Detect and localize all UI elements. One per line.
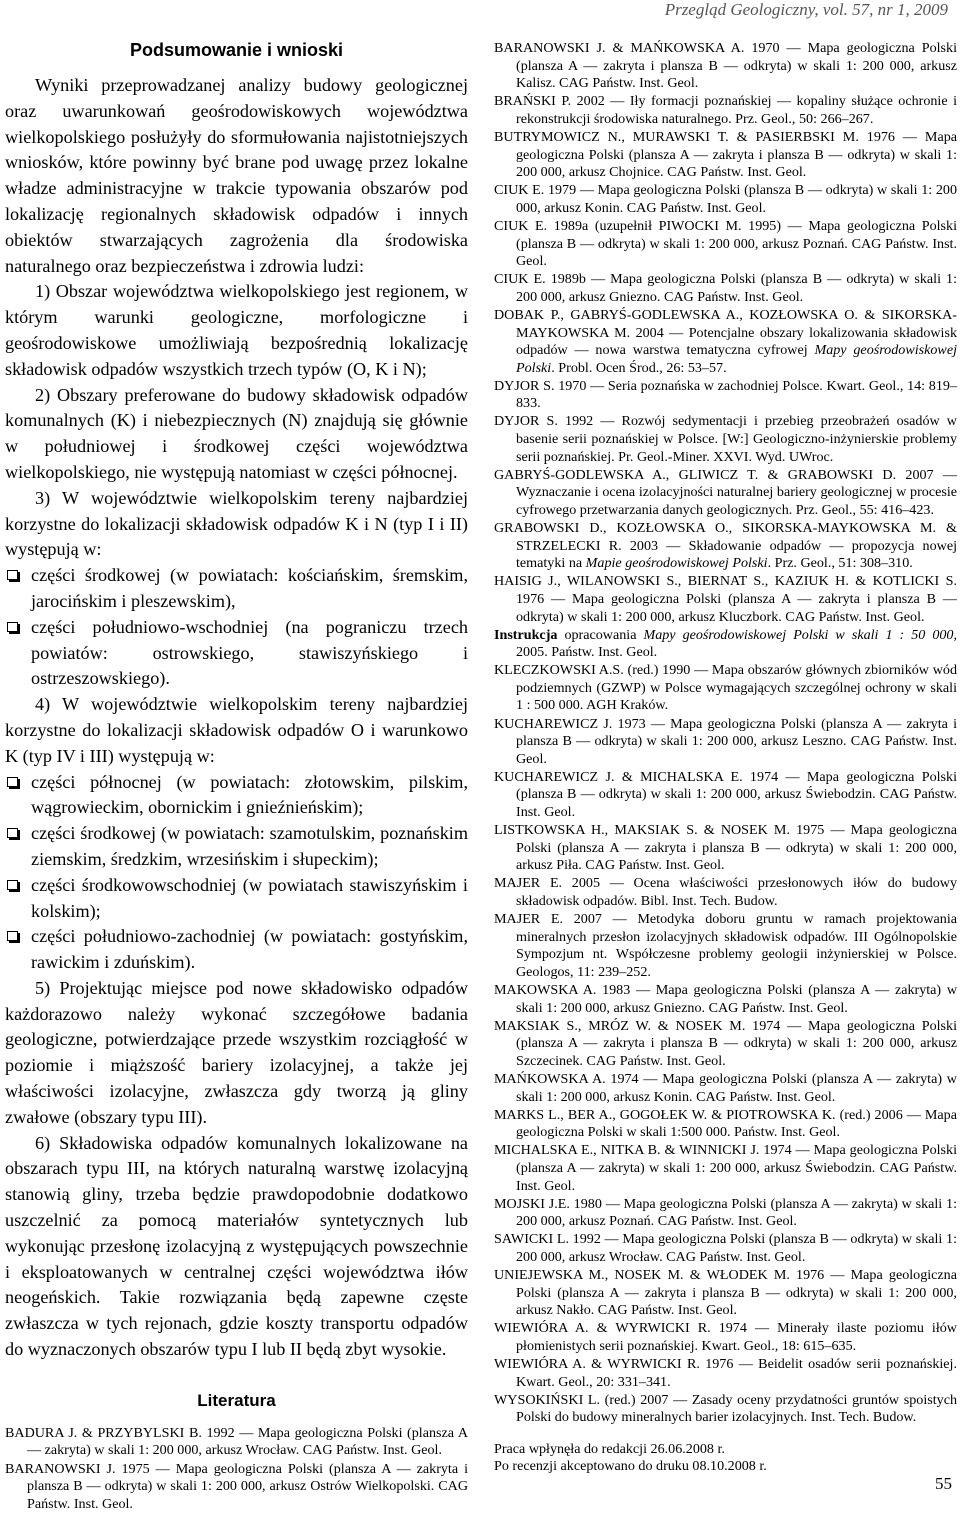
reference-text: KUCHAREWICZ J. & MICHALSKA E. 1974 — Mapa geologiczna Polski (plansza B — odkryta) w skali 1: 200 000, arkusz Świebodzin. CAG Państw. Inst. Geol.: [494, 768, 957, 821]
reference-text: MAKSIAK S., MRÓZ W. & NOSEK M. 1974 — Mapa geologiczna Polski (plansza A — zakryta i plansza B — odkryta) w skali 1: 200 000, arkusz Szczecinek. CAG Państw. Inst. Geol.: [494, 1017, 957, 1069]
reference-item: [494, 769, 957, 822]
list-item-text: części północnej (w powiatach: złotowskim, pilskim, wągrowieckim, obornickim i gnieźnieńskim);: [31, 771, 468, 818]
reference-text: CIUK E. 1979 — Mapa geologiczna Polski (plansza B — odkryta) w skali 1: 200 000, arkusz Konin. CAG Państw. Inst. Geol.: [494, 182, 957, 216]
reference-item: [494, 520, 957, 573]
reference-item: [494, 875, 957, 910]
reference-item: [494, 1231, 957, 1266]
accepted-date: Po recenzji akceptowano do druku 08.10.2008 r.: [494, 1458, 767, 1475]
received-date: Praca wpłynęła do redakcji 26.06.2008 r.: [494, 1440, 725, 1457]
reference-text: WIEWIÓRA A. & WYRWICKI R. 1974 — Minerały ilaste poziomu iłów płomienistych serii poznańskiej. Kwart. Geol., 18: 615–635.: [494, 1320, 957, 1354]
list-item: [5, 924, 468, 976]
reference-text: BRAŃSKI P. 2002 — Iły formacji poznańskiej — kopaliny służące ochronie i rekonstrukcji środowiska naturalnego. Prz. Geol., 50: 266–267.: [494, 93, 957, 127]
reference-item: [494, 662, 957, 715]
list-item-text: części południowo-wschodniej (na pograniczu trzech powiatów: ostrowskiego, stawiszyńskiego i ostrzeszowskiego).: [31, 616, 468, 689]
reference-text: BUTRYMOWICZ N., MURAWSKI T. & PASIERBSKI M. 1976 — Mapa geologiczna Polski (plansza A — zakryta i plansza B — odkryta) w skali 1: 200 000, arkusz Chojnice. CAG Państw. Inst. Geol.: [494, 128, 957, 181]
reference-text: MOJSKI J.E. 1980 — Mapa geologiczna Polski (plansza A — zakryta) w skali 1: 200 000, arkusz Poznań. CAG Państw. Inst. Geol.: [494, 1195, 957, 1230]
reference-text: HAISIG J., WILANOWSKI S., BIERNAT S., KAZIUK H. & KOTLICKI S. 1976 — Mapa geologiczna Polski (plansza A — zakryta i plansza B — odkryta) w skali 1: 200 000, arkusz Kluczbork. CAG Państw. Inst. Geol.: [494, 573, 957, 625]
reference-italic-title: Mapy geośrodowiskowej Polski w skali 1 : 50 000: [643, 626, 954, 643]
reference-text: WYSOKIŃSKI L. (red.) 2007 — Zasady oceny przydatności gruntów spoistych Polski do budowy mineralnych barier izolacyjnych. Inst. Tech. Budow.: [494, 1391, 957, 1426]
reference-item: [494, 218, 957, 271]
checkbox-bullet-icon: [7, 570, 18, 580]
checkbox-bullet-icon: [7, 828, 18, 838]
page-number: 55: [935, 1474, 952, 1493]
list-item: [5, 563, 468, 615]
reference-item: [494, 982, 957, 1017]
list-item-text: części środkowej (w powiatach: kościańskim, śremskim, jarocińskim i pleszewskim),: [31, 565, 468, 611]
reference-item: [494, 911, 957, 981]
reference-item: [494, 271, 957, 306]
reference-item: [494, 1107, 957, 1142]
reference-item: [494, 573, 957, 626]
reference-text: . Prz. Geol., 51: 308–310.: [767, 555, 913, 572]
reference-text: MICHALSKA E., NITKA B. & WINNICKI J. 1974 — Mapa geologiczna Polski (plansza A — zakryta) w skali 1: 200 000, arkusz Świebodzin. CAG Państw. Inst. Geol.: [494, 1142, 957, 1194]
reference-item: [494, 1196, 957, 1231]
reference-text: MAŃKOWSKA A. 1974 — Mapa geologiczna Polski (plansza A — zakryta) w skali 1: 200 000, arkusz Konin. CAG Państw. Inst. Geol.: [494, 1070, 957, 1105]
running-head: Przegląd Geologiczny, vol. 57, nr 1, 2009: [664, 0, 948, 19]
conclusion-1: 1) Obszar województwa wielkopolskiego jest regionem, w którym warunki geologiczne, morfologiczne i geośrodowiskowe umożliwiają bezpośrednią lokalizację składowisk odpadów wszystkich trzech typów (O, K i N);: [5, 281, 468, 379]
list-item: [5, 770, 468, 822]
reference-text: opracowania: [557, 626, 644, 643]
reference-item: [494, 1071, 957, 1106]
list-item: [5, 615, 468, 692]
reference-text: WIEWIÓRA A. & WYRWICKI R. 1976 — Beidelit osadów serii poznańskiej. Kwart. Geol., 20: 331–341.: [494, 1355, 957, 1390]
receipt-note: [494, 1441, 957, 1476]
reference-item: [494, 1392, 957, 1427]
reference-text: CIUK E. 1989b — Mapa geologiczna Polski (plansza B — odkryta) w skali 1: 200 000, arkusz Gniezno. CAG Państw. Inst. Geol.: [494, 271, 957, 305]
checkbox-bullet-icon: [7, 931, 18, 941]
right-column: [494, 40, 957, 1476]
reference-text: MARKS L., BER A., GOGOŁEK W. & PIOTROWSKA K. (red.) 2006 — Mapa geologiczna Polski w skali 1:500 000. Państw. Inst. Geol.: [494, 1106, 957, 1141]
reference-item: [494, 1018, 957, 1071]
reference-item: [494, 627, 957, 662]
reference-item: [494, 182, 957, 217]
list-item-text: części środkowowschodniej (w powiatach stawiszyńskim i kolskim);: [31, 874, 468, 921]
checkbox-bullet-icon: [7, 880, 18, 890]
reference-text: LISTKOWSKA H., MAKSIAK S. & NOSEK M. 1975 — Mapa geologiczna Polski (plansza A — zakryta i plansza B — odkryta) w skali 1: 200 000, arkusz Piła. CAG Państw. Inst. Geol.: [494, 822, 957, 874]
summary-title: Podsumowanie i wnioski: [129, 40, 344, 60]
reference-italic-title: Mapy geośrodowiskowej Polski: [516, 342, 957, 376]
conclusion-4: 4) W województwie wielkopolskim tereny najbardziej korzystne do lokalizacji składowisk odpadów O i warunkowo K (typ IV i III) występują w:: [5, 694, 468, 766]
reference-text: MAKOWSKA A. 1983 — Mapa geologiczna Polski (plansza A — zakryta) w skali 1: 200 000, arkusz Gniezno. CAG Państw. Inst. Geol.: [494, 981, 957, 1016]
left-column: [5, 40, 468, 1514]
literature-title: Literatura: [197, 1390, 276, 1410]
reference-text: BARANOWSKI J. & MAŃKOWSKA A. 1970 — Mapa geologiczna Polski (plansza A — zakryta i plansza B — odkryta) w skali 1: 200 000, arkusz Kalisz. CAG Państw. Inst. Geol.: [494, 40, 957, 92]
list-item: [5, 821, 468, 873]
conclusion-6: 6) Składowiska odpadów komunalnych lokalizowane na obszarach typu III, na których naturalną warstwę izolacyjną stanowią gliny, trzeba będzie prawdopodobnie dodatkowo uszczelnić za pomocą materiałów syntetycznych lub wykonując przesłonę izolacyjną z występujących powszechnie i eksploatowanych w centralnej części województwa iłów neogeńskich. Takie rozwiązania będą zapewne częste zwłaszcza w tych rejonach, gdzie koszty transportu odpadów do wyznaczonych obszarów typu I lub II będą zbyt wysokie.: [5, 1132, 468, 1360]
conclusion-2: 2) Obszary preferowane do budowy składowisk odpadów komunalnych (K) i niebezpiecznych (N) znajdują się głównie w południowej i środkowej części województwa wielkopolskiego, nie występują natomiast w części północnej.: [5, 384, 468, 482]
list-item: [5, 873, 468, 925]
reference-text: GABRYŚ-GODLEWSKA A., GLIWICZ T. & GRABOWSKI D. 2007 — Wyznaczanie i ocena izolacyjności naturalnej bariery geologicznej w procesie cyfrowego przetwarzania danych geologicznych. Prz. Geol., 55: 416–423.: [494, 466, 957, 518]
reference-item: [494, 413, 957, 466]
reference-text: CIUK E. 1989a (uzupełnił PIWOCKI M. 1995) — Mapa geologiczna Polski (plansza B — odkryta) w skali 1: 200 000, arkusz Poznań. CAG Państw. Inst. Geol.: [494, 217, 957, 270]
reference-item: [494, 1356, 957, 1391]
reference-text: DOBAK P., GABRYŚ-GODLEWSKA A., KOZŁOWSKA O. & SIKORSKA-MAYKOWSKA M. 2004 — Potencjalne obszary lokalizowania składowisk odpadów — nowa warstwa tematyczna cyfrowej: [494, 306, 957, 359]
reference-text: GRABOWSKI D., KOZŁOWSKA O., SIKORSKA-MAYKOWSKA M. & STRZELECKI R. 2003 — Składowanie odpadów — propozycja nowej tematyki na: [494, 520, 957, 572]
reference-text: SAWICKI L. 1992 — Mapa geologiczna Polski (plansza B — odkryta) w skali 1: 200 000, arkusz Wrocław. CAG Państw. Inst. Geol.: [494, 1231, 957, 1265]
reference-list-right: [494, 40, 957, 1427]
reference-item: [494, 467, 957, 520]
reference-item: BADURA J. & PRZYBYLSKI B. 1992 — Mapa geologiczna Polski (plansza A — zakryta) w skali 1: 200 000, arkusz Wrocław. CAG Państw. Inst. Geol.: [5, 1424, 468, 1459]
reference-text: DYJOR S. 1992 — Rozwój sedymentacji i przebieg przeobrażeń osadów w basenie serii poznańskiej w Polsce. [W:] Geologiczno-inżynierskie problemy serii poznańskiej. Pr. Geol.-Miner. XXVI. Wyd. UWroc.: [494, 413, 957, 465]
conclusion-5: 5) Projektując miejsce pod nowe składowisko odpadów każdorazowo należy wykonać szczegółowe badania geologiczne, potwierdzające przede wszystkim rozciągłość w poziomie i miąższość bariery izolacyjnej, a także jej właściwości izolacyjne, zwłaszcza gdy tworzą ją gliny zwałowe (obszary typu III).: [5, 977, 468, 1127]
reference-item: [494, 307, 957, 377]
conclusion-3: 3) W województwie wielkopolskim tereny najbardziej korzystne do lokalizacji składowisk odpadów K i N (typ I i II) występują w:: [5, 487, 468, 560]
reference-text: DYJOR S. 1970 — Seria poznańska w zachodniej Polsce. Kwart. Geol., 14: 819–833.: [494, 377, 957, 412]
summary-intro: Wyniki przeprowadzanej analizy budowy geologicznej oraz uwarunkowań geośrodowiskowych województwa wielkopolskiego posłużyły do sformułowania najistotniejszych wniosków, które powinny być brane pod uwagę przez lokalne władze administracyjne w trakcie typowania obszarów pod lokalizację regionalnych składowisk odpadów i innych obiektów stwarzających zagrożenia dla środowiska naturalnego oraz bezpieczeństwa i zdrowia ludzi:: [5, 75, 468, 276]
reference-italic-title: Mapie geośrodowiskowej Polski: [585, 555, 768, 572]
list-item-text: części środkowej (w powiatach: szamotulskim, poznańskim ziemskim, średzkim, wrzesińskim i słupeckim);: [31, 823, 468, 869]
checkbox-bullet-icon: [7, 622, 18, 632]
conclusion-4-list: [5, 770, 468, 976]
reference-text: , 2005. Państw. Inst. Geol.: [516, 626, 958, 661]
reference-bold-term: Instrukcja: [494, 626, 558, 643]
summary-body: [5, 73, 468, 1363]
reference-text: . Probl. Ocen Środ., 26: 53–57.: [551, 359, 727, 376]
reference-item: [494, 93, 957, 128]
reference-text: MAJER E. 2007 — Metodyka doboru gruntu w ramach projektowania mineralnych przesłon izolacyjnych składowisk odpadów. III Ogólnopolskie Sympozjum nt. Współczesne problemy geologii inżynierskiej w Polsce. Geologos, 11: 239–252.: [494, 911, 957, 980]
reference-item: [494, 1320, 957, 1355]
reference-item: BARANOWSKI J. 1975 — Mapa geologiczna Polski (plansza A — zakryta i plansza B — odkryta) w skali 1: 200 000, arkusz Ostrów Wielkopolski. CAG Państw. Inst. Geol.: [5, 1460, 468, 1512]
reference-list-left: [5, 1425, 468, 1513]
reference-text: KUCHAREWICZ J. 1973 — Mapa geologiczna Polski (plansza A — zakryta i plansza B — odkryta) w skali 1: 200 000, arkusz Leszno. CAG Państw. Inst. Geol.: [494, 715, 957, 767]
conclusion-3-list: [5, 563, 468, 692]
reference-text: MAJER E. 2005 — Ocena właściwości przesłonowych iłów do budowy składowisk odpadów. Bibl. Inst. Tech. Budow.: [494, 875, 957, 909]
reference-item: [494, 129, 957, 182]
reference-item: [494, 378, 957, 413]
reference-item: [494, 1267, 957, 1320]
checkbox-bullet-icon: [7, 777, 18, 787]
list-item-text: części południowo-zachodniej (w powiatach: gostyńskim, rawickim i zduńskim).: [31, 926, 468, 973]
reference-text: UNIEJEWSKA M., NOSEK M. & WŁODEK M. 1976 — Mapa geologiczna Polski (plansza A — zakryta i plansza B — odkryta) w skali 1: 200 000, arkusz Nakło. CAG Państw. Inst. Geol.: [494, 1266, 957, 1319]
reference-text: KLECZKOWSKI A.S. (red.) 1990 — Mapa obszarów głównych zbiorników wód podziemnych (GZWP) w Polsce wymagających szczególnej ochrony w skali 1 : 500 000. AGH Kraków.: [494, 662, 957, 714]
reference-item: [494, 1142, 957, 1195]
reference-item: [494, 716, 957, 769]
reference-item: [494, 40, 957, 93]
reference-item: [494, 822, 957, 875]
